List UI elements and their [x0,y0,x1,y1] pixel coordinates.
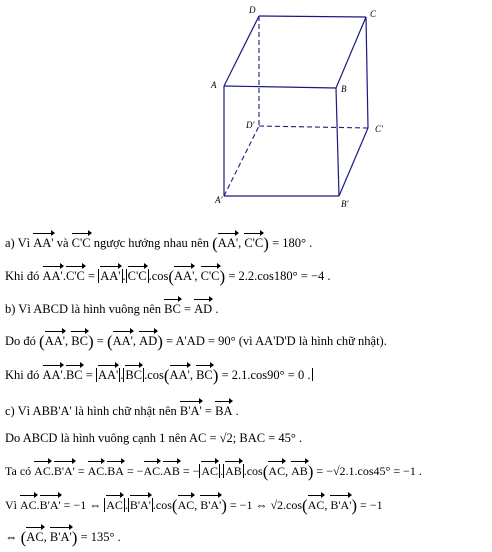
text: Khi đó [5,368,43,382]
vector-B1A1: B'A' [180,400,202,419]
edge-CC1 [366,17,368,128]
text: = − [123,464,144,478]
text: , [189,368,197,382]
edge-AD [224,16,259,86]
text: . [124,498,128,512]
vector-AA1: AA' [43,364,63,383]
text: = [93,334,107,348]
vector-AC: AC [20,494,37,513]
vector-AA1: AA' [43,265,63,284]
edge-A1D1 [224,126,259,196]
vertex-label-D1: D' [246,120,255,130]
text: Khi đó [5,269,43,283]
text: . [212,302,219,316]
vector-AC: AC [34,460,51,479]
text: .cos [152,498,172,512]
vector-AC: AC [26,526,43,545]
text: , [324,498,331,512]
vector-C1C: C'C [201,265,220,284]
vector-AB: AB [163,460,180,479]
text: . [104,464,108,478]
text: . [220,464,224,478]
text: và [53,236,72,250]
text: = − [179,464,200,478]
text: , [285,464,292,478]
text: Ta có [5,464,35,478]
vector-AB: AB [225,460,242,479]
solution-b-line1 [5,298,218,317]
text: a) Vì [5,236,34,250]
vector-B1A1: B'A' [130,494,151,513]
vector-AC: AC [144,460,161,479]
vertex-label-B1: B' [341,199,349,209]
text: Vì [5,498,20,512]
cube-edges [224,16,368,196]
text: . [36,498,40,512]
text: Do đó [5,334,40,348]
text: = 135° . [77,530,121,544]
vector-BC: BC [196,364,213,383]
vertex-label-A: A [211,80,217,90]
vector-AC: AC [201,460,218,479]
vertex-label-A1: A' [215,195,223,205]
vector-AC: AC [268,460,285,479]
vector-AA1: AA' [98,364,118,383]
text: , [132,334,140,348]
vector-B1A1: B'A' [54,460,75,479]
text: , [43,530,50,544]
text: . [62,269,66,283]
text: , [238,236,245,250]
text: . [62,368,66,382]
vertex-label-B: B [341,84,347,94]
text-cursor [312,368,313,381]
vector-BA: BA [215,400,232,419]
text: Do ABCD là hình vuông cạnh 1 nên AC = √2; BAC = 45° . [5,431,303,445]
text: . [232,404,239,418]
vector-BC: BC [71,330,88,349]
vector-C1C: C'C [128,265,147,284]
text: = [82,368,96,382]
text: . [50,464,54,478]
text: ⇔ [5,530,21,544]
vector-B1A1: B'A' [50,526,72,545]
text: = 2.1.cos90° = 0 . [218,368,311,382]
text: .cos [148,269,169,283]
solution-c-line5: ⇔ (AC, B'A') = 135° . [5,528,121,547]
vector-AA1: AA' [174,265,194,284]
text: = −1 [357,498,383,512]
solution-b-line3: Khi đó AA'.BC = AA' . BC .cos(AA', BC) = 2.1.cos90° = 0 . [5,364,313,384]
text: . [122,269,126,283]
text: c) Vì ABB'A' là hình chữ nhật nên [5,404,180,418]
vector-AA1: AA' [218,232,238,251]
text: = [74,464,88,478]
vector-AA1: AA' [170,364,190,383]
text: = 2.2.cos180° = −4 . [225,269,331,283]
vertex-label-D: D [249,5,256,15]
text: = [180,302,195,316]
vector-AA1: AA' [113,330,133,349]
vertex-label-C: C [370,9,377,19]
vector-BC: BC [125,364,142,383]
vector-B1A1: B'A' [330,494,351,513]
vector-BA: BA [107,460,124,479]
edge-D1C1 [259,126,368,128]
text: = [201,404,216,418]
text: = [84,269,99,283]
text: = −1 ⇔ [60,498,105,512]
vector-C1C: C'C [66,265,85,284]
text: = A'AD = 90° (vì AA'D'D là hình chữ nhật). [162,334,387,348]
edge-BB1 [336,88,339,196]
vector-AA1: AA' [45,330,65,349]
vector-BC: BC [66,364,83,383]
vector-AD: AD [139,330,157,349]
vector-B1A1: B'A' [200,494,221,513]
cube-figure [0,0,492,215]
solution-c-line1 [5,400,239,419]
text: b) Vì ABCD là hình vuông nên [5,302,165,316]
vector-AC: AC [106,494,123,513]
text: , [194,498,201,512]
vector-B1A1: B'A' [40,494,61,513]
vector-C1C: C'C [244,232,263,251]
vector-AC: AC [178,494,195,513]
solution-b-line2: Do đó (AA', BC) = (AA', AD) = A'AD = 90° (vì AA'D'D là hình chữ nhật). [5,332,387,351]
solution-c-line3: Ta có AC.B'A' = AC.BA = −AC.AB = − AC . AB .cos(AC, AB) = −√2.1.cos45° = −1 . [5,462,422,481]
solution-a-line2: Khi đó AA'.C'C = AA' . C'C .cos(AA', C'C) = 2.2.cos180° = −4 . [5,267,331,286]
edge-BC [336,17,366,88]
edge-DC [259,16,366,17]
vector-AC: AC [308,494,325,513]
vector-AB: AB [291,460,308,479]
solution-c-line2 [5,430,302,446]
vector-AA1: AA' [100,265,120,284]
text: .cos [144,368,164,382]
text: = −√2.1.cos45° = −1 . [313,464,422,478]
vector-BC: BC [164,298,181,317]
vector-AA1: AA' [33,232,53,251]
text: .cos [243,464,263,478]
text: = 180° . [268,236,313,250]
text: ngược hướng nhau nên [90,236,213,250]
edge-B1C1 [339,128,368,196]
text: , [194,269,201,283]
vector-C1C: C'C [72,232,91,251]
vertex-label-C1: C' [375,124,383,134]
edge-AB [224,86,336,88]
text: = −1 ⇔ √2.cos [226,498,303,512]
text: , [65,334,72,348]
vector-AC: AC [88,460,105,479]
solution-c-line4: Vì AC.B'A' = −1 ⇔ AC . B'A' .cos(AC, B'A') = −1 ⇔ √2.cos(AC, B'A') = −1 [5,496,383,515]
text: . [160,464,164,478]
vector-AD: AD [194,298,212,317]
solution-a-line1: a) Vì AA' và C'C ngược hướng nhau nên (AA', C'C) = 180° . [5,234,313,253]
text: . [120,368,124,382]
